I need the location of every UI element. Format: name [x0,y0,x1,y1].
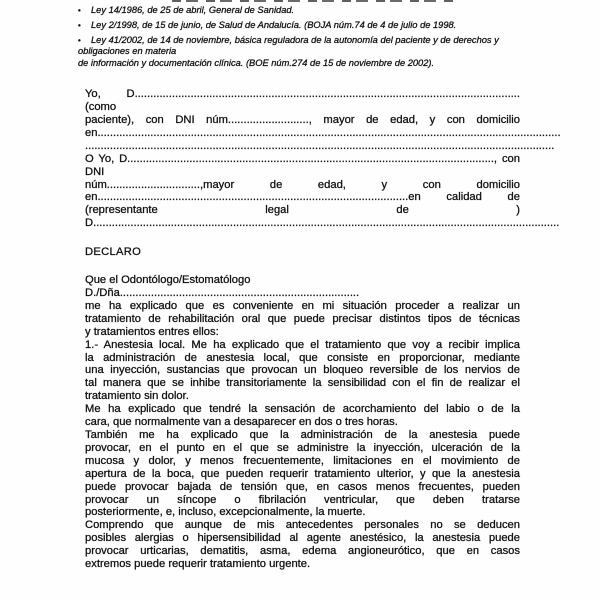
document-line: posteriormente, e, incluso, excepcionalmente, la muerte. [85,506,366,519]
law-line [78,20,522,31]
cropped-text-fragment [172,0,458,2]
document-line: (representante legal de ) [85,204,520,217]
law-text: Ley 41/2002, de 14 de noviembre, básica reguladora de la autonomía del paciente y de derechos y [91,35,499,45]
document-line: tal manera que se inhibe transitoriamente la sensibilidad con el fin de realizar el [85,377,520,390]
document-line: Yo, D............................................................................................................................(como [85,88,520,114]
document-line: ....................................................................................................................................................... [85,139,555,152]
document-line: Comprendo que aunque de mis antecedentes personales no se deducen [85,519,520,532]
document-line: núm..............................,mayor de edad, y con domicilio [85,178,520,191]
representative-identity-block [85,152,560,230]
document-line: paciente), con DNI núm.........................., mayor de edad, y con domicilio [85,114,520,127]
patient-identity-block [85,88,561,153]
bullet-icon: • [78,36,81,45]
declaro-heading: DECLARO [85,246,142,259]
law-line [78,5,522,16]
document-line: O Yo, D......................................................................................................................, con DNI [85,152,520,178]
law-line: de información y documentación clínica. (BOE núm.274 de 15 de noviembre de 2002). [78,57,435,68]
document-text-column [85,88,561,571]
document-line: tratamiento sin dolor. [85,390,189,403]
document-line: provocar urticarias, dematitis, asma, edema angioneurótico, que en casos [85,545,520,558]
document-line: puede provocar bajada de tensión que, en casos menos frecuentes, pueden [85,480,520,493]
legal-references-list [78,5,522,69]
law-text: Ley 14/1986, de 25 de abril, General de Sanidad. [91,5,295,15]
law-text: Ley 2/1998, de 15 de junio, de Salud de Andalucía. (BOJA núm.74 de 4 de julio de 1998. [91,20,457,30]
document-line: 1.- Anestesia local. Me ha explicado que el tratamiento que voy a recibir implica [85,338,520,351]
document-line: extremos puede requerir tratamiento urgente. [85,558,311,571]
document-line: provocar un síncope o fibrilación ventricular, que deben tratarse [85,493,520,506]
document-line: Me ha explicado que tendré la sensación de acorchamiento del labio o de la [85,403,520,416]
document-line: provocar, en el punto en el que se administre la inyección, ulceración de la [85,441,520,454]
document-line: la administración de anestesia local, que consiste en proporcionar, mediante [85,351,520,364]
document-line: me ha explicado que es conveniente en mi situación proceder a realizar un [85,299,520,312]
document-line: en..................................................................................................................................................... [85,126,561,139]
document-line: posibles alergias o hipersensibilidad al agente anestésico, la anestesia puede [85,532,520,545]
document-line: Que el Odontólogo/Estomatólogo [85,274,251,287]
document-line: tratamiento de rehabilitación oral que puede precisar distintos tipos de técnicas [85,312,520,325]
consent-body-text [85,274,520,571]
law-line: obligaciones en materia [78,46,177,57]
document-line: mucosa y dolor, y menos frecuentemente, limitaciones en el movimiento de [85,454,520,467]
document-line: y tratamientos entres ellos: [85,325,219,338]
bullet-icon: • [78,21,81,30]
document-line: una inyección, sustancias que provocan un bloqueo reversible de los nervios de [85,364,520,377]
document-line: También me ha explicado que la administración de la anestesia puede [85,428,520,441]
bullet-icon: • [78,6,81,15]
document-line: en....................................................................................................en calidad de [85,191,520,204]
law-line [78,35,522,46]
document-line: apertura de la boca, que pueden requerir tratamiento ulterior, y que la anestesia [85,467,520,480]
document-line: D...................................................................................................................................................... [85,217,560,230]
document-line: cara, que normalmente van a desaparecer en dos o tres horas. [85,416,398,429]
document-line: D./Dña............................................................................. [85,287,360,299]
